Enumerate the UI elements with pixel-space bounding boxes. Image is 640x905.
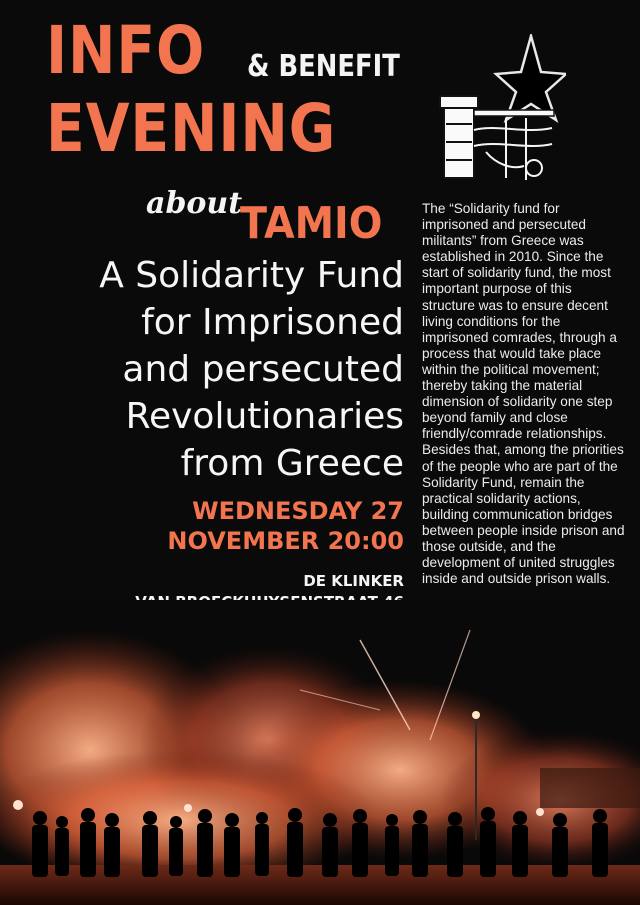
subtitle-line: Revolutionaries: [125, 396, 404, 437]
title-benefit: & BENEFIT: [247, 49, 400, 84]
fireworks-crowd-photo: [0, 600, 640, 905]
star-prison-tower-logo-icon: [426, 34, 566, 184]
black-star-icon: [496, 36, 566, 120]
venue-name: DE KLINKER: [303, 572, 404, 590]
subtitle-line: A Solidarity Fund: [99, 255, 404, 296]
about-script: about: [146, 186, 243, 221]
description-text: The “Solidarity fund for imprisoned and persecuted militants” from Greece was established in 2010. Since the start of solidarity fund, the most important purpose of this structure was to ensure decent living conditions for the imprisoned comrades, through a process that would take place within the political movement; thereby taking the material dimension of solidarity one step beyond family and close friendly/comrade relationships. Besides that, among the priorities of the people who are part of the Solidarity Fund, remain the practical solidarity actions, building communication bridges between people inside prison and those outside, and the development of united struggles inside and outside prison walls.: [422, 201, 625, 587]
subtitle-line: and persecuted: [122, 349, 404, 390]
subtitle-block: [4, 252, 404, 487]
distant-building: [540, 768, 640, 808]
flare-light: [184, 804, 192, 812]
prison-wall-sketch-icon: [474, 118, 552, 180]
flare-light: [536, 808, 544, 816]
date-line-day: WEDNESDAY 27: [192, 497, 404, 525]
subtitle-line: for Imprisoned: [141, 302, 404, 343]
title-info: INFO: [46, 12, 206, 89]
title-evening: EVENING: [46, 90, 337, 167]
subtitle-line: from Greece: [180, 443, 404, 484]
title-tamio: TAMIO: [240, 198, 383, 249]
event-date: [167, 496, 404, 556]
flare-light: [13, 800, 23, 810]
date-line-month-time: NOVEMBER 20:00: [167, 527, 404, 555]
